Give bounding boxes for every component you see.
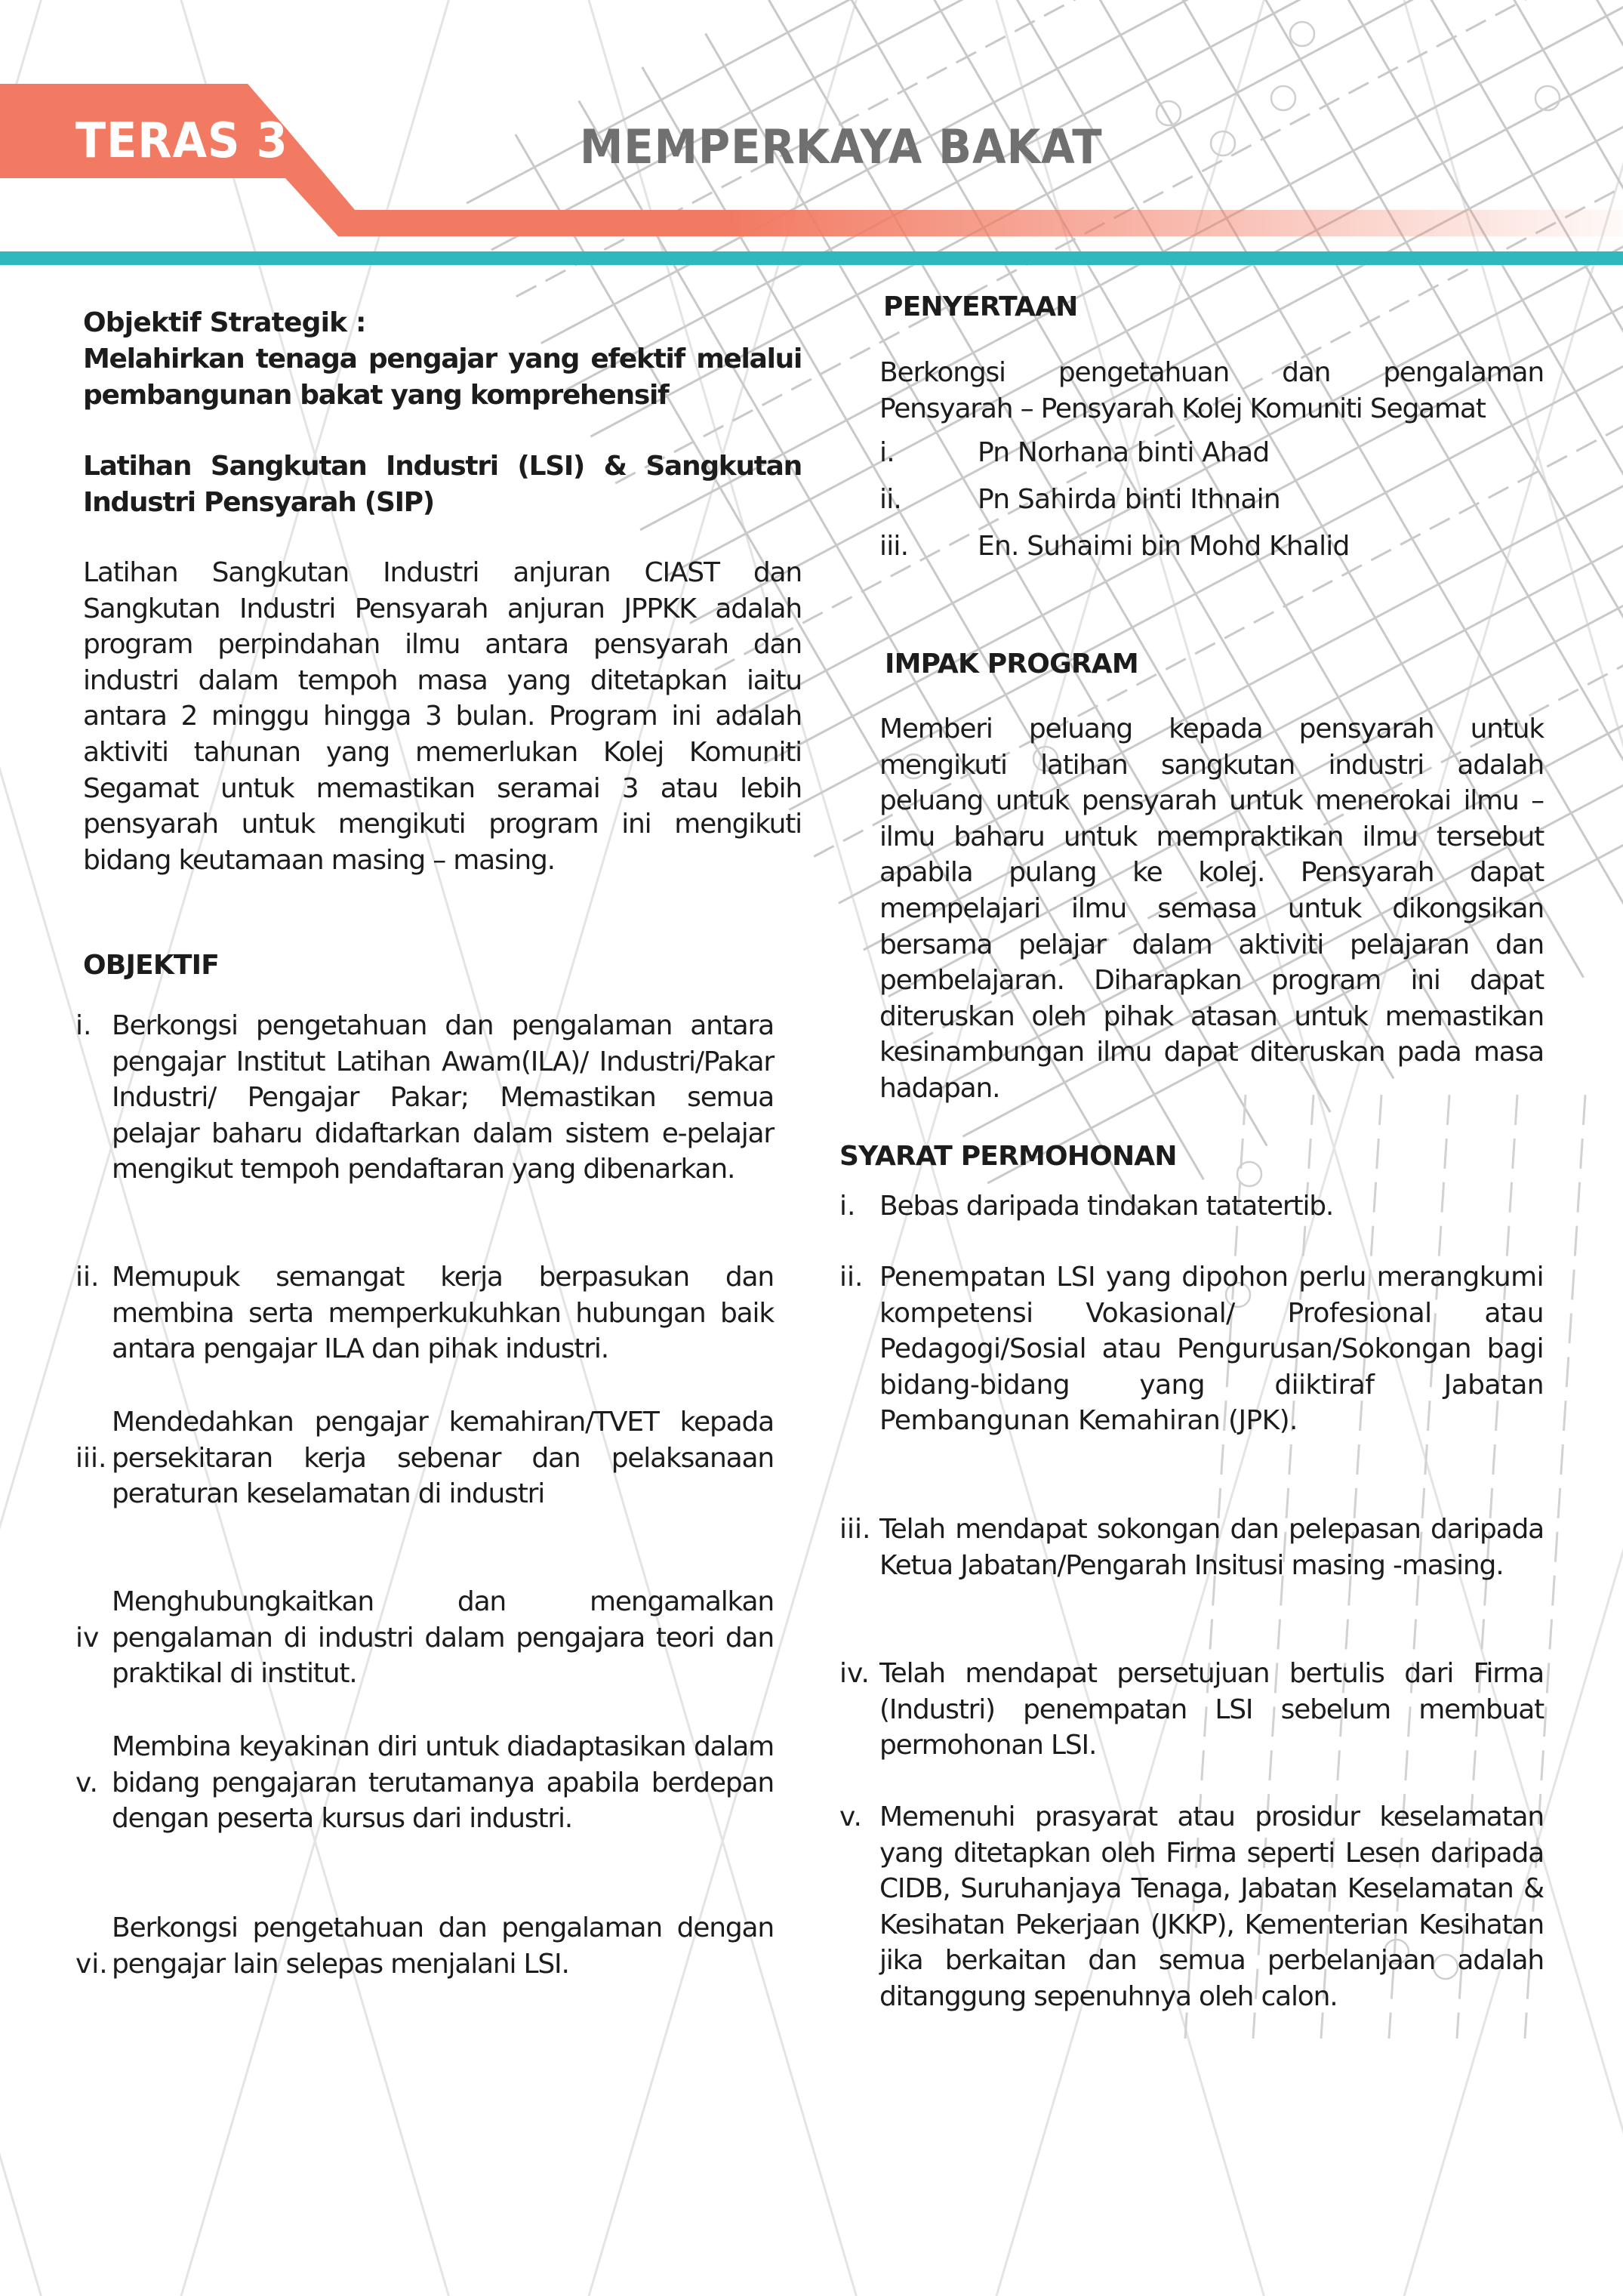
requirements-heading: SYARAT PERMOHONAN (839, 1141, 1177, 1172)
objective-text: Berkongsi pengetahuan dan pengalaman dengan pengajar lain selepas menjalani LSI. (112, 1912, 774, 1980)
objective-marker: ii. (75, 1262, 100, 1293)
requirement-text: Memenuhi prasyarat atau prosidur keselamatan yang ditetapkan oleh Firma seperti Lesen daripada CIDB, Suruhanjaya Tenaga, Jabatan Keselamatan & Kesihatan Pekerjaan (JKKP), Kementerian Kesihatan jika berkaitan dan semua perbelanjaan adalah ditanggung sepenuhnya oleh calon. (879, 1801, 1544, 2012)
participant-name: Pn Norhana binti Ahad (978, 437, 1270, 468)
decorative-line (0, 0, 41, 2296)
participant-row (879, 435, 1544, 471)
grid-marker-circle (1237, 1162, 1261, 1186)
teal-divider (0, 251, 1623, 265)
participant-marker: ii. (879, 484, 902, 515)
participant-name: Pn Sahirda binti Ithnain (978, 484, 1280, 515)
program-title: Latihan Sangkutan Industri (LSI) & Sangkutan Industri Pensyarah (SIP) (83, 451, 802, 518)
objective-marker: iv (75, 1622, 100, 1653)
objective-marker: v. (75, 1767, 98, 1798)
participant-row (879, 482, 1544, 518)
participant-marker: iii. (879, 531, 909, 562)
program-description: Latihan Sangkutan Industri anjuran CIAST dan Sangkutan Industri Pensyarah anjuran JPPKK adalah program perpindahan ilmu antara pensyarah dan industri dalam tempoh masa yang ditetapkan iaitu antara 2 minggu hingga 3 bulan. Program ini adalah aktiviti tahunan yang memerlukan Kolej Komuniti Segamat untuk memastikan seramai 3 atau lebih pensyarah untuk mengikuti program ini mengikuti bidang keutamaan masing – masing. (83, 557, 802, 876)
page-title: MEMPERKAYA BAKAT (580, 119, 1103, 174)
requirement-marker: iv. (839, 1658, 870, 1689)
impact-text: Memberi peluang kepada pensyarah untuk mengikuti latihan sangkutan industri adalah peluang untuk pensyarah untuk menerokai ilmu – ilmu baharu untuk mempraktikan ilmu tersebut apabila pulang ke kolej. Pensyarah dapat mempelajari ilmu semasa untuk dikongsikan bersama pelajar dalam aktiviti pelajaran dan pembelajaran. Diharapkan program ini dapat diteruskan oleh pihak atasan untuk memastikan kesinambungan ilmu dapat diteruskan pada masa hadapan. (879, 713, 1544, 1104)
strategic-objective-text: Melahirkan tenaga pengajar yang efektif melalui pembangunan bakat yang komprehensif (83, 344, 802, 411)
impact-heading: IMPAK PROGRAM (885, 649, 1138, 680)
requirement-text: Bebas daripada tindakan tatatertib. (879, 1191, 1334, 1222)
requirement-text: Penempatan LSI yang dipohon perlu merangkumi kompetensi Vokasional/ Profesional atau Pedagogi/Sosial atau Pengurusan/Sokongan bagi bidang-bidang yang diiktiraf Jabatan Pembangunan Kemahiran (JPK). (879, 1262, 1544, 1437)
section-label: TERAS 3 (75, 113, 288, 169)
objective-text: Menghubungkaitkan dan mengamalkan pengalaman di industri dalam pengajara teori dan praktikal di institut. (112, 1586, 774, 1690)
objective-text: Mendedahkan pengajar kemahiran/TVET kepada persekitaran kerja sebenar dan pelaksanaan peraturan keselamatan di industri (112, 1407, 774, 1510)
participation-heading: PENYERTAAN (883, 291, 1078, 322)
participation-intro: Berkongsi pengetahuan dan pengalaman Pensyarah – Pensyarah Kolej Komuniti Segamat (879, 357, 1544, 424)
objective-text: Berkongsi pengetahuan dan pengalaman antara pengajar Institut Latihan Awam(ILA)/ Industri/Pakar Industri/ Pengajar Pakar; Memastikan semua pelajar baharu didaftarkan dalam sistem e-pelajar mengikut tempoh pendaftaran yang dibenarkan. (112, 1010, 774, 1185)
objective-text: Membina keyakinan diri untuk diadaptasikan dalam bidang pengajaran terutamanya apabila berdepan dengan peserta kursus dari industri. (112, 1731, 774, 1835)
requirement-text: Telah mendapat sokongan dan pelepasan daripada Ketua Jabatan/Pengarah Insitusi masing -masing. (879, 1514, 1544, 1581)
requirement-marker: ii. (839, 1262, 864, 1293)
strategic-objective-label: Objektif Strategik : (83, 307, 366, 338)
decorative-line (0, 0, 41, 2296)
requirement-text: Telah mendapat persetujuan bertulis dari Firma (Industri) penempatan LSI sebelum membuat permohonan LSI. (879, 1658, 1544, 1761)
requirement-marker: iii. (839, 1514, 871, 1545)
requirement-marker: v. (839, 1801, 862, 1832)
objective-marker: vi. (75, 1948, 108, 1980)
objectives-heading: OBJEKTIF (83, 950, 220, 981)
objective-text: Memupuk semangat kerja berpasukan dan membina serta memperkukuhkan hubungan baik antara pengajar ILA dan pihak industri. (112, 1262, 774, 1365)
requirement-marker: i. (839, 1191, 856, 1222)
participant-name: En. Suhaimi bin Mohd Khalid (978, 531, 1350, 562)
participant-marker: i. (879, 437, 895, 468)
objective-marker: iii. (75, 1442, 107, 1474)
objective-marker: i. (75, 1010, 92, 1041)
participant-row (879, 529, 1544, 565)
